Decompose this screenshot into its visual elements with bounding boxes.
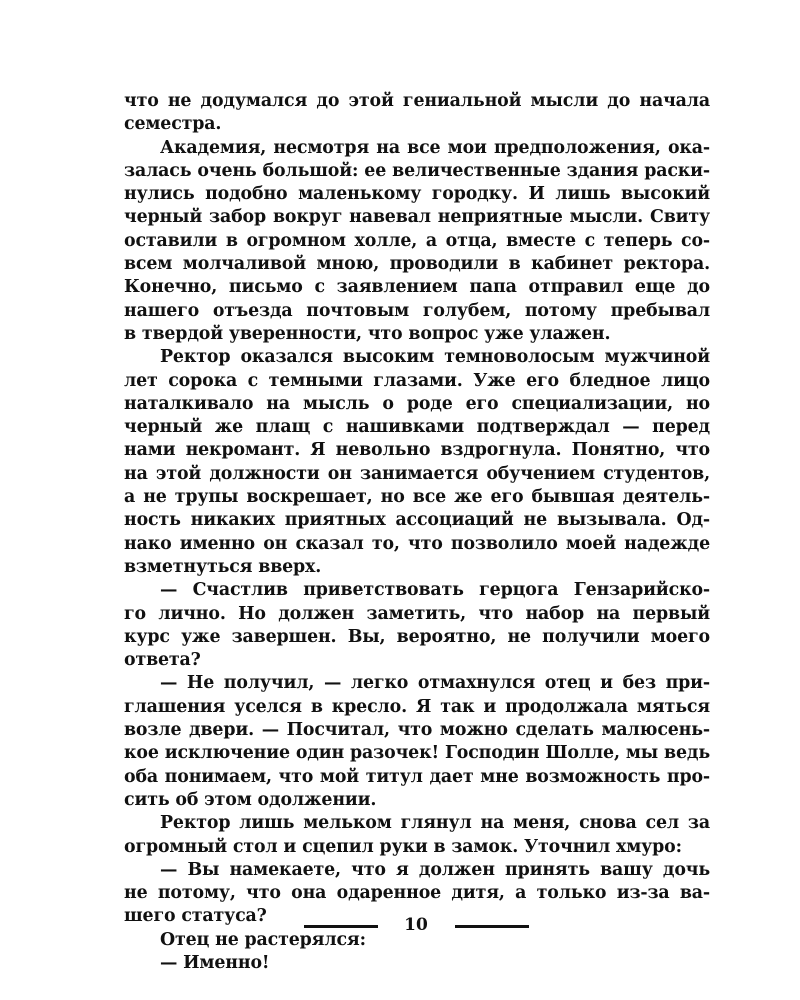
page-footer: [0, 913, 800, 937]
text-line: нако именно он сказал то, что позволило моей надежде: [124, 533, 710, 554]
footer-rule-left: [304, 925, 378, 928]
text-line: нашего отъезда почтовым голубем, потому пребывал: [124, 300, 710, 321]
text-line: на этой должности он занимается обучением студентов,: [124, 463, 710, 484]
text-line: оставили в огромном холле, а отца, вместе с теперь со-: [124, 230, 710, 251]
text-line: что не додумался до этой гениальной мысли до начала: [124, 91, 710, 111]
text-line: наталкивало на мысль о роде его специализации, но: [124, 393, 710, 414]
text-line: нами некромант. Я невольно вздрогнула. Понятно, что: [124, 440, 710, 461]
text-line: Ректор оказался высоким темноволосым мужчиной: [160, 347, 710, 368]
text-line: го лично. Но должен заметить, что набор на первый: [124, 603, 710, 624]
text-line: семестра.: [124, 114, 222, 135]
text-line: — Именно!: [160, 952, 270, 973]
text-line: ответа?: [124, 650, 201, 671]
text-line: в твердой уверенности, что вопрос уже улажен.: [124, 323, 611, 344]
text-line: черный же плащ с нашивками подтверждал — перед: [124, 417, 710, 438]
text-line: взметнуться вверх.: [124, 556, 322, 577]
text-line: черный забор вокруг навевал неприятные мысли. Свиту: [124, 207, 710, 228]
text-line: — Счастлив приветствовать герцога Гензарийско-: [160, 580, 710, 601]
text-line: Отец не растерялся:: [160, 929, 366, 950]
footer-rule-right: [455, 925, 529, 928]
text-line: кое исключение один разочек! Господин Шолле, мы ведь: [124, 743, 710, 764]
text-line: курс уже завершен. Вы, вероятно, не получили моего: [124, 626, 710, 647]
body-text: [124, 90, 710, 975]
text-line: — Вы намекаете, что я должен принять вашу дочь: [160, 859, 710, 880]
text-line: огромный стол и сцепил руки в замок. Уточнил хмуро:: [124, 836, 682, 857]
text-line: глашения уселся в кресло. Я так и продолжала мяться: [124, 696, 710, 717]
text-line: Ректор лишь мельком глянул на меня, снова сел за: [160, 813, 710, 834]
text-line: возле двери. — Посчитал, что можно сделать малюсень-: [124, 720, 710, 741]
text-line: оба понимаем, что мой титул дает мне возможность про-: [124, 766, 710, 787]
text-line: ность никаких приятных ассоциаций не вызывала. Од-: [124, 510, 710, 531]
text-line: Академия, несмотря на все мои предположения, ока-: [160, 137, 710, 158]
text-line: шего статуса?: [124, 906, 267, 927]
text-line: всем молчаливой мною, проводили в кабинет ректора.: [124, 254, 710, 275]
text-line: Конечно, письмо с заявлением папа отправил еще до: [124, 277, 710, 298]
page-number: 10: [404, 915, 428, 935]
text-line: а не трупы воскрешает, но все же его бывшая деятель-: [124, 487, 710, 508]
text-line: сить об этом одолжении.: [124, 789, 377, 810]
text-line: залась очень большой: ее величественные здания раски-: [124, 160, 710, 181]
text-line: лет сорока с темными глазами. Уже его бледное лицо: [124, 370, 710, 391]
text-line: нулись подобно маленькому городку. И лишь высокий: [124, 184, 710, 205]
text-line: не потому, что она одаренное дитя, а только из-за ва-: [124, 883, 710, 904]
text-line: — Не получил, — легко отмахнулся отец и без при-: [160, 673, 710, 694]
